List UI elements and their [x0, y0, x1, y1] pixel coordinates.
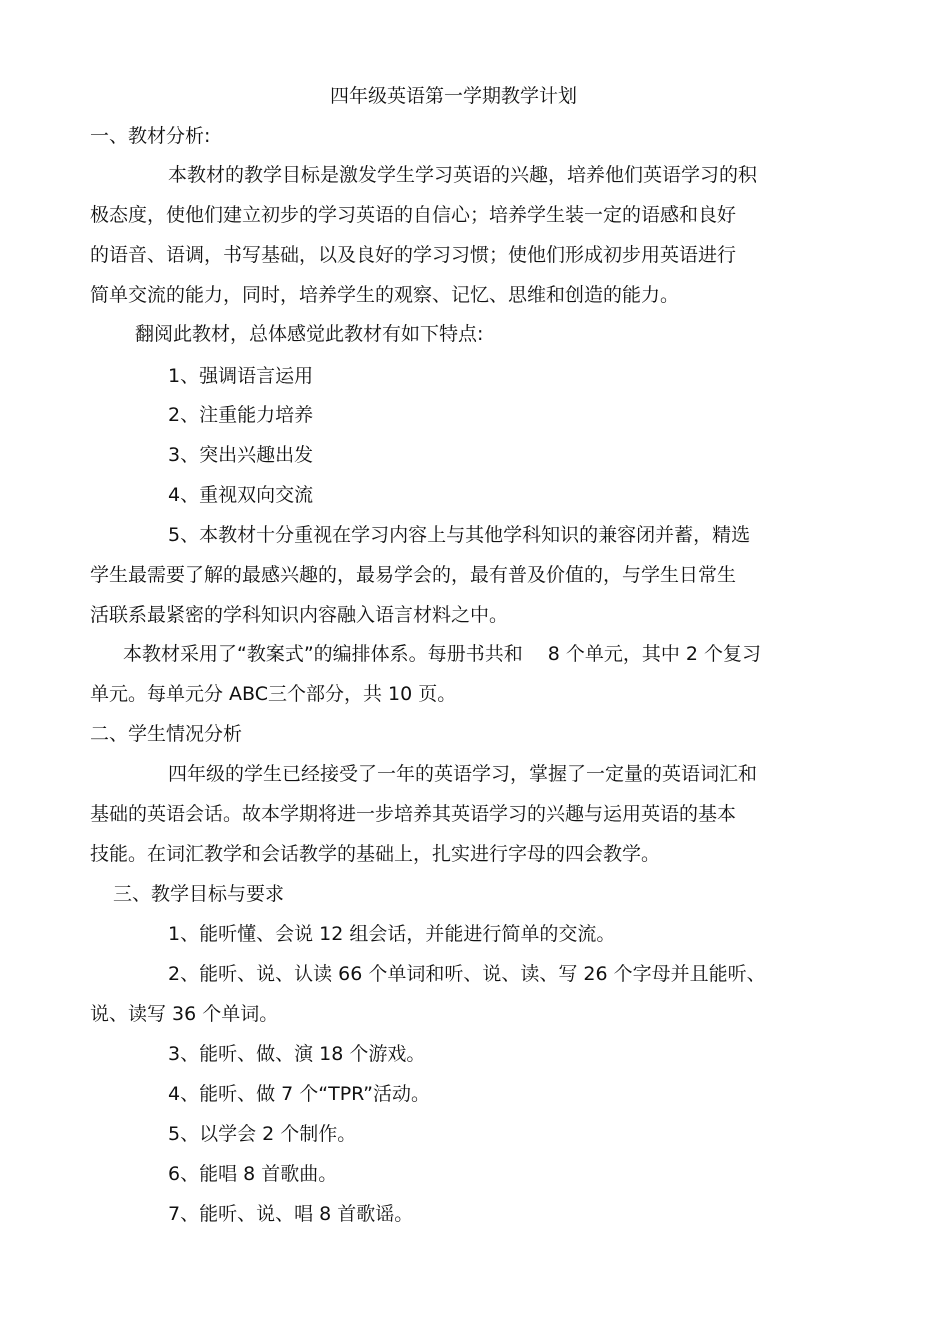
paragraph-line: 翻阅此教材，总体感觉此教材有如下特点: [135, 323, 484, 345]
paragraph-line: 四年级的学生已经接受了一年的英语学习，掌握了一定量的英语词汇和 [168, 763, 758, 785]
paragraph-line: 活联系最紧密的学科知识内容融入语言材料之中。 [90, 604, 509, 626]
paragraph-line: 本教材采用了“教案式”的编排体系。每册书共和 8 个单元，其中 2 个复习 [123, 643, 762, 665]
list-item: 3、突出兴趣出发 [168, 444, 314, 466]
section-heading: 三、教学目标与要求 [113, 883, 285, 905]
paragraph-line: 单元。每单元分 ABC三个部分，共 10 页。 [90, 683, 457, 705]
list-item: 3、能听、做、演 18 个游戏。 [168, 1043, 426, 1065]
list-item: 1、能听懂、会说 12 组会话，并能进行简单的交流。 [168, 923, 616, 945]
list-item: 5、以学会 2 个制作。 [168, 1123, 357, 1145]
list-item: 4、重视双向交流 [168, 484, 314, 506]
paragraph-line: 学生最需要了解的最感兴趣的，最易学会的，最有普及价值的，与学生日常生 [90, 564, 737, 586]
paragraph-line: 技能。在词汇教学和会话教学的基础上，扎实进行字母的四会教学。 [90, 843, 661, 865]
paragraph-line: 基础的英语会话。故本学期将进一步培养其英语学习的兴趣与运用英语的基本 [90, 803, 737, 825]
section-heading: 一、教材分析: [90, 125, 211, 147]
list-item: 7、能听、说、唱 8 首歌谣。 [168, 1203, 414, 1225]
list-item-continuation: 说、读写 36 个单词。 [90, 1003, 279, 1025]
paragraph-line: 本教材的教学目标是激发学生学习英语的兴趣，培养他们英语学习的积 [168, 164, 758, 186]
list-item: 6、能唱 8 首歌曲。 [168, 1163, 338, 1185]
list-item: 2、注重能力培养 [168, 404, 314, 426]
section-heading: 二、学生情况分析 [90, 723, 243, 745]
list-item: 2、能听、说、认读 66 个单词和听、说、读、写 26 个字母并且能听、 [168, 963, 766, 985]
paragraph-line: 简单交流的能力，同时，培养学生的观察、记忆、思维和创造的能力。 [90, 284, 680, 306]
list-item: 1、强调语言运用 [168, 365, 314, 387]
list-item: 4、能听、做 7 个“TPR”活动。 [168, 1083, 430, 1105]
paragraph-line: 极态度，使他们建立初步的学习英语的自信心；培养学生装一定的语感和良好 [90, 204, 737, 226]
list-item: 5、本教材十分重视在学习内容上与其他学科知识的兼容闭并蓄，精选 [168, 524, 751, 546]
page-title: 四年级英语第一学期教学计划 [330, 85, 578, 107]
paragraph-line: 的语音、语调，书写基础，以及良好的学习习惯；使他们形成初步用英语进行 [90, 244, 737, 266]
